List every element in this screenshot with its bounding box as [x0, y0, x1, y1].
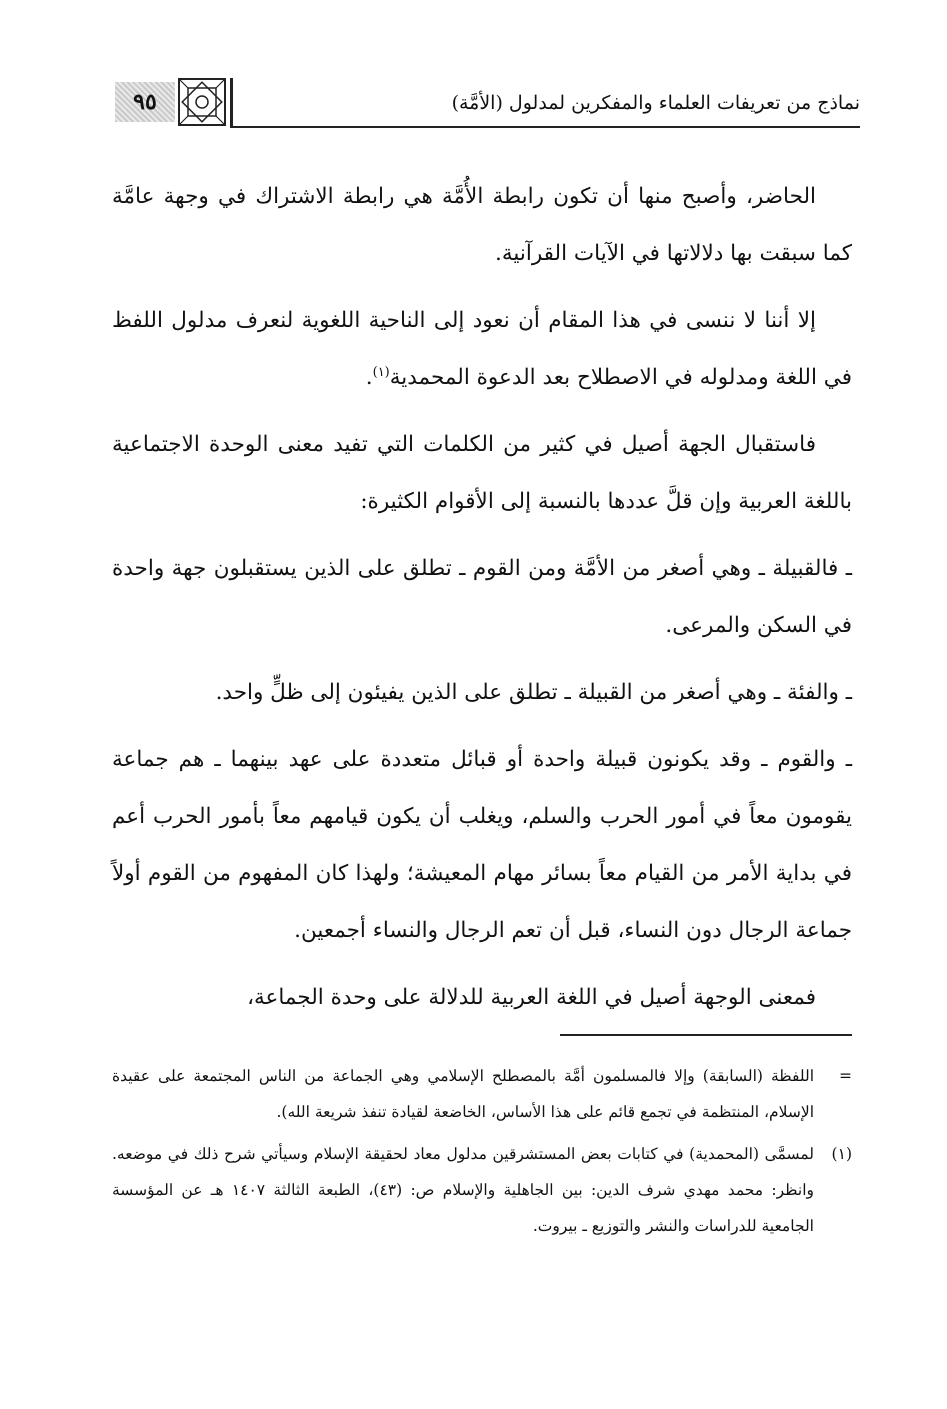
paragraph-with-footnote-ref	[112, 292, 852, 406]
footnote	[112, 1136, 852, 1244]
header-vertical-rule	[230, 78, 233, 128]
running-title: نماذج من تعريفات العلماء والمفكرين لمدلول (الأمَّة)	[451, 92, 860, 114]
list-paragraph: ـ فالقبيلة ـ وهي أصغر من الأمَّة ومن القوم ـ تطلق على الذين يستقبلون جهة واحدة في السكن والمرعى.	[112, 556, 852, 638]
header-horizontal-rule	[232, 126, 860, 128]
page-number: ٩٥	[133, 89, 157, 115]
footnote-marker: (١)	[831, 1145, 852, 1163]
paragraph: فمعنى الوجهة أصيل في اللغة العربية للدلالة على وحدة الجماعة،	[247, 985, 816, 1010]
footnote-ref: (١)	[372, 364, 390, 380]
footnotes	[112, 1058, 852, 1250]
ornament-icon	[176, 76, 228, 128]
page-number-box	[115, 82, 175, 122]
footnote-text: لمسمَّى (المحمدية) في كتابات بعض المستشرقين مدلول معاد لحقيقة الإسلام وسيأتي شرح ذلك في موضعه. وانظر: محمد مهدي شرف الدين: بين الجاهلية والإسلام ص: (٤٣)، الطبعة الثالثة ١٤٠٧ هـ عن المؤسسة الجامعية للدراسات والنشر والتوزيع ـ بيروت.	[112, 1145, 814, 1235]
footnote-marker: =	[839, 1067, 852, 1085]
paragraph: فاستقبال الجهة أصيل في كثير من الكلمات التي تفيد معنى الوحدة الاجتماعية باللغة العربية وإن قلَّ عددها بالنسبة إلى الأقوام الكثيرة:	[112, 432, 852, 514]
main-text	[112, 168, 852, 1036]
paragraph: الحاضر، وأصبح منها أن تكون رابطة الأُمَّة هي رابطة الاشتراك في وجهة عامَّة كما سبقت بها دلالاتها في الآيات القرآنية.	[112, 184, 852, 266]
footnote-text: اللفظة (السابقة) وإلا فالمسلمون أمَّة بالمصطلح الإسلامي وهي الجماعة من الناس المجتمعة على عقيدة الإسلام، المنتظمة في تجمع قائم على هذا الأساس، الخاضعة لقيادة تنفذ شريعة الله).	[112, 1067, 814, 1121]
footnote-separator	[560, 1034, 852, 1036]
page-header	[100, 74, 860, 134]
list-paragraph: ـ والقوم ـ وقد يكونون قبيلة واحدة أو قبائل متعددة على عهد بينهما ـ هم جماعة يقومون معاً في أمور الحرب والسلم، ويغلب أن يكون قيامهم معاً بأمور الحرب أعم في بداية الأمر من القيام معاً بسائر مهام المعيشة؛ ولهذا كان المفهوم من القوم أولاً جماعة الرجال دون النساء، قبل أن تعم الرجال والنساء أجمعين.	[112, 747, 852, 943]
footnote	[112, 1058, 852, 1130]
paragraph-text: إلا أننا لا ننسى في هذا المقام أن نعود إلى الناحية اللغوية لنعرف مدلول اللفظ في اللغة ومدلوله في الاصطلاح بعد الدعوة المحمدية	[112, 308, 852, 390]
list-paragraph: ـ والفئة ـ وهي أصغر من القبيلة ـ تطلق على الذين يفيئون إلى ظلٍّ واحد.	[215, 680, 852, 705]
paragraph-end: .	[365, 365, 373, 390]
